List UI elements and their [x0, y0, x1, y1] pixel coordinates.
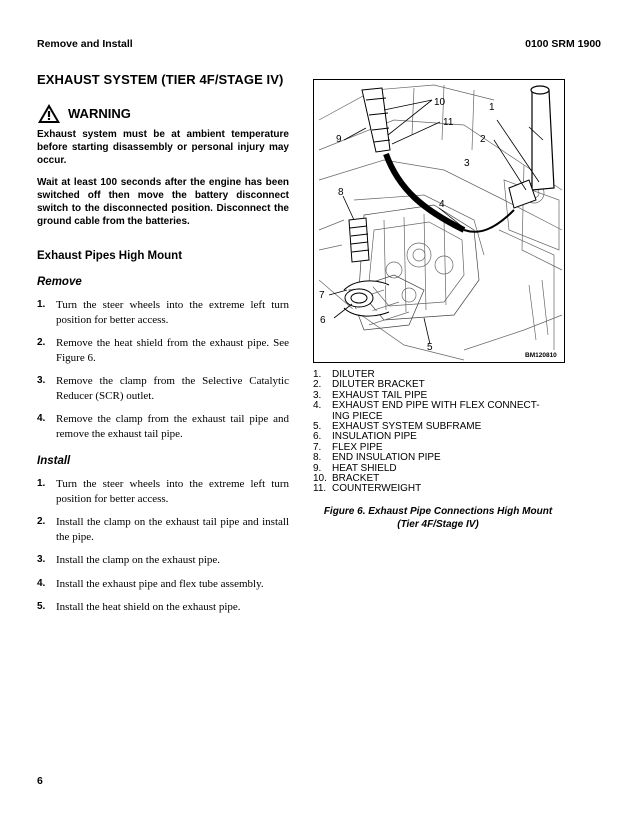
legend-number: 6. — [313, 431, 322, 443]
legend-number: 10. — [313, 473, 327, 485]
step-text: Install the heat shield on the exhaust pipe. — [56, 601, 241, 613]
install-steps — [37, 477, 289, 615]
legend-text: FLEX PIPE — [332, 441, 383, 453]
callout-4: 4 — [439, 199, 445, 210]
callout-5: 5 — [427, 342, 433, 353]
callout-3: 3 — [464, 158, 470, 169]
list-item — [37, 515, 289, 544]
step-number: 2. — [37, 337, 46, 348]
running-header-left: Remove and Install — [37, 38, 133, 50]
list-item — [37, 336, 289, 365]
step-number: 3. — [37, 375, 46, 386]
list-item — [37, 477, 289, 506]
legend-number: 7. — [313, 441, 322, 453]
step-text: Install the exhaust pipe and flex tube assembly. — [56, 577, 264, 590]
list-item — [37, 412, 289, 441]
callout-2: 2 — [480, 134, 486, 145]
warning-title: WARNING — [68, 106, 131, 121]
figure-caption — [313, 506, 563, 531]
legend-number: 8. — [313, 452, 322, 464]
step-number: 4. — [37, 577, 46, 589]
callout-7: 7 — [319, 290, 325, 301]
step-number: 1. — [37, 299, 46, 310]
section-title: EXHAUST SYSTEM (TIER 4F/STAGE IV) — [37, 72, 284, 87]
legend-number: 11. — [313, 483, 327, 495]
install-heading: Install — [37, 455, 71, 467]
left-column — [37, 72, 289, 624]
callout-1: 1 — [489, 102, 495, 113]
step-number: 3. — [37, 554, 46, 565]
legend-number: 9. — [313, 462, 322, 474]
warning-paragraph: Exhaust system must be at ambient temperature before starting disassembly or personal injury may occur. — [37, 129, 289, 166]
list-item — [37, 577, 289, 592]
warning-paragraph: Wait at least 100 seconds after the engine has been switched off then move the battery disconnect switch to the disconnected position. Disconnect the ground cable from the batteries. — [37, 177, 289, 227]
legend-text: DILUTER — [332, 369, 375, 380]
legend-text: EXHAUST TAIL PIPE — [332, 389, 428, 401]
step-text: Remove the clamp from the exhaust tail pipe and remove the exhaust tail pipe. — [56, 413, 289, 440]
callout-6: 6 — [320, 315, 326, 326]
list-item — [37, 298, 289, 327]
figure-caption-line: (Tier 4F/Stage IV) — [397, 518, 479, 530]
callout-9: 9 — [336, 134, 342, 145]
step-text: Remove the heat shield from the exhaust pipe. See Figure 6. — [56, 337, 289, 364]
list-item — [37, 374, 289, 403]
figure-code: BM120810 — [525, 352, 557, 359]
list-item — [37, 600, 289, 615]
legend-text: EXHAUST SYSTEM SUBFRAME — [332, 421, 482, 433]
exhaust-system-drawing — [314, 80, 564, 362]
callout-8: 8 — [338, 187, 344, 198]
legend-text: EXHAUST END PIPE WITH FLEX CONNECT- — [332, 400, 540, 412]
page-number: 6 — [37, 775, 43, 787]
legend-text: BRACKET — [332, 473, 380, 485]
step-text: Install the clamp on the exhaust pipe. — [56, 554, 221, 566]
legend-number: 3. — [313, 389, 322, 401]
callout-10: 10 — [434, 97, 446, 108]
subsection-title: Exhaust Pipes High Mount — [37, 250, 183, 262]
legend-text: COUNTERWEIGHT — [332, 483, 422, 495]
step-text: Install the clamp on the exhaust tail pipe and install the pipe. — [56, 516, 289, 543]
figure-caption-line: Figure 6. Exhaust Pipe Connections High Mount — [323, 506, 553, 517]
step-text: Remove the clamp from the Selective Catalytic Reducer (SCR) outlet. — [56, 375, 289, 402]
legend-number: 5. — [313, 421, 322, 433]
list-item — [37, 553, 289, 568]
legend-text: INSULATION PIPE — [332, 431, 417, 443]
running-header-right: 0100 SRM 1900 — [525, 38, 601, 50]
list-item — [313, 484, 572, 494]
step-text: Turn the steer wheels into the extreme left turn position for better access. — [56, 478, 289, 505]
remove-steps — [37, 298, 289, 441]
step-number: 1. — [37, 478, 46, 489]
legend-number: 2. — [313, 379, 322, 391]
step-text: Turn the steer wheels into the extreme left turn position for better access. — [56, 299, 289, 326]
callout-11: 11 — [443, 117, 454, 128]
step-number: 4. — [37, 413, 46, 424]
figure-illustration — [313, 79, 565, 363]
legend-text: ING PIECE — [332, 410, 383, 422]
legend-number: 4. — [313, 400, 322, 412]
warning-heading — [37, 103, 289, 124]
step-number: 5. — [37, 601, 46, 612]
legend-text: DILUTER BRACKET — [332, 379, 425, 391]
legend-text: HEAT SHIELD — [332, 462, 397, 474]
figure-legend — [313, 370, 572, 495]
step-number: 2. — [37, 516, 46, 527]
warning-triangle-icon — [37, 103, 61, 124]
legend-text: END INSULATION PIPE — [332, 452, 441, 464]
legend-number: 1. — [313, 369, 322, 380]
remove-heading: Remove — [37, 276, 82, 288]
